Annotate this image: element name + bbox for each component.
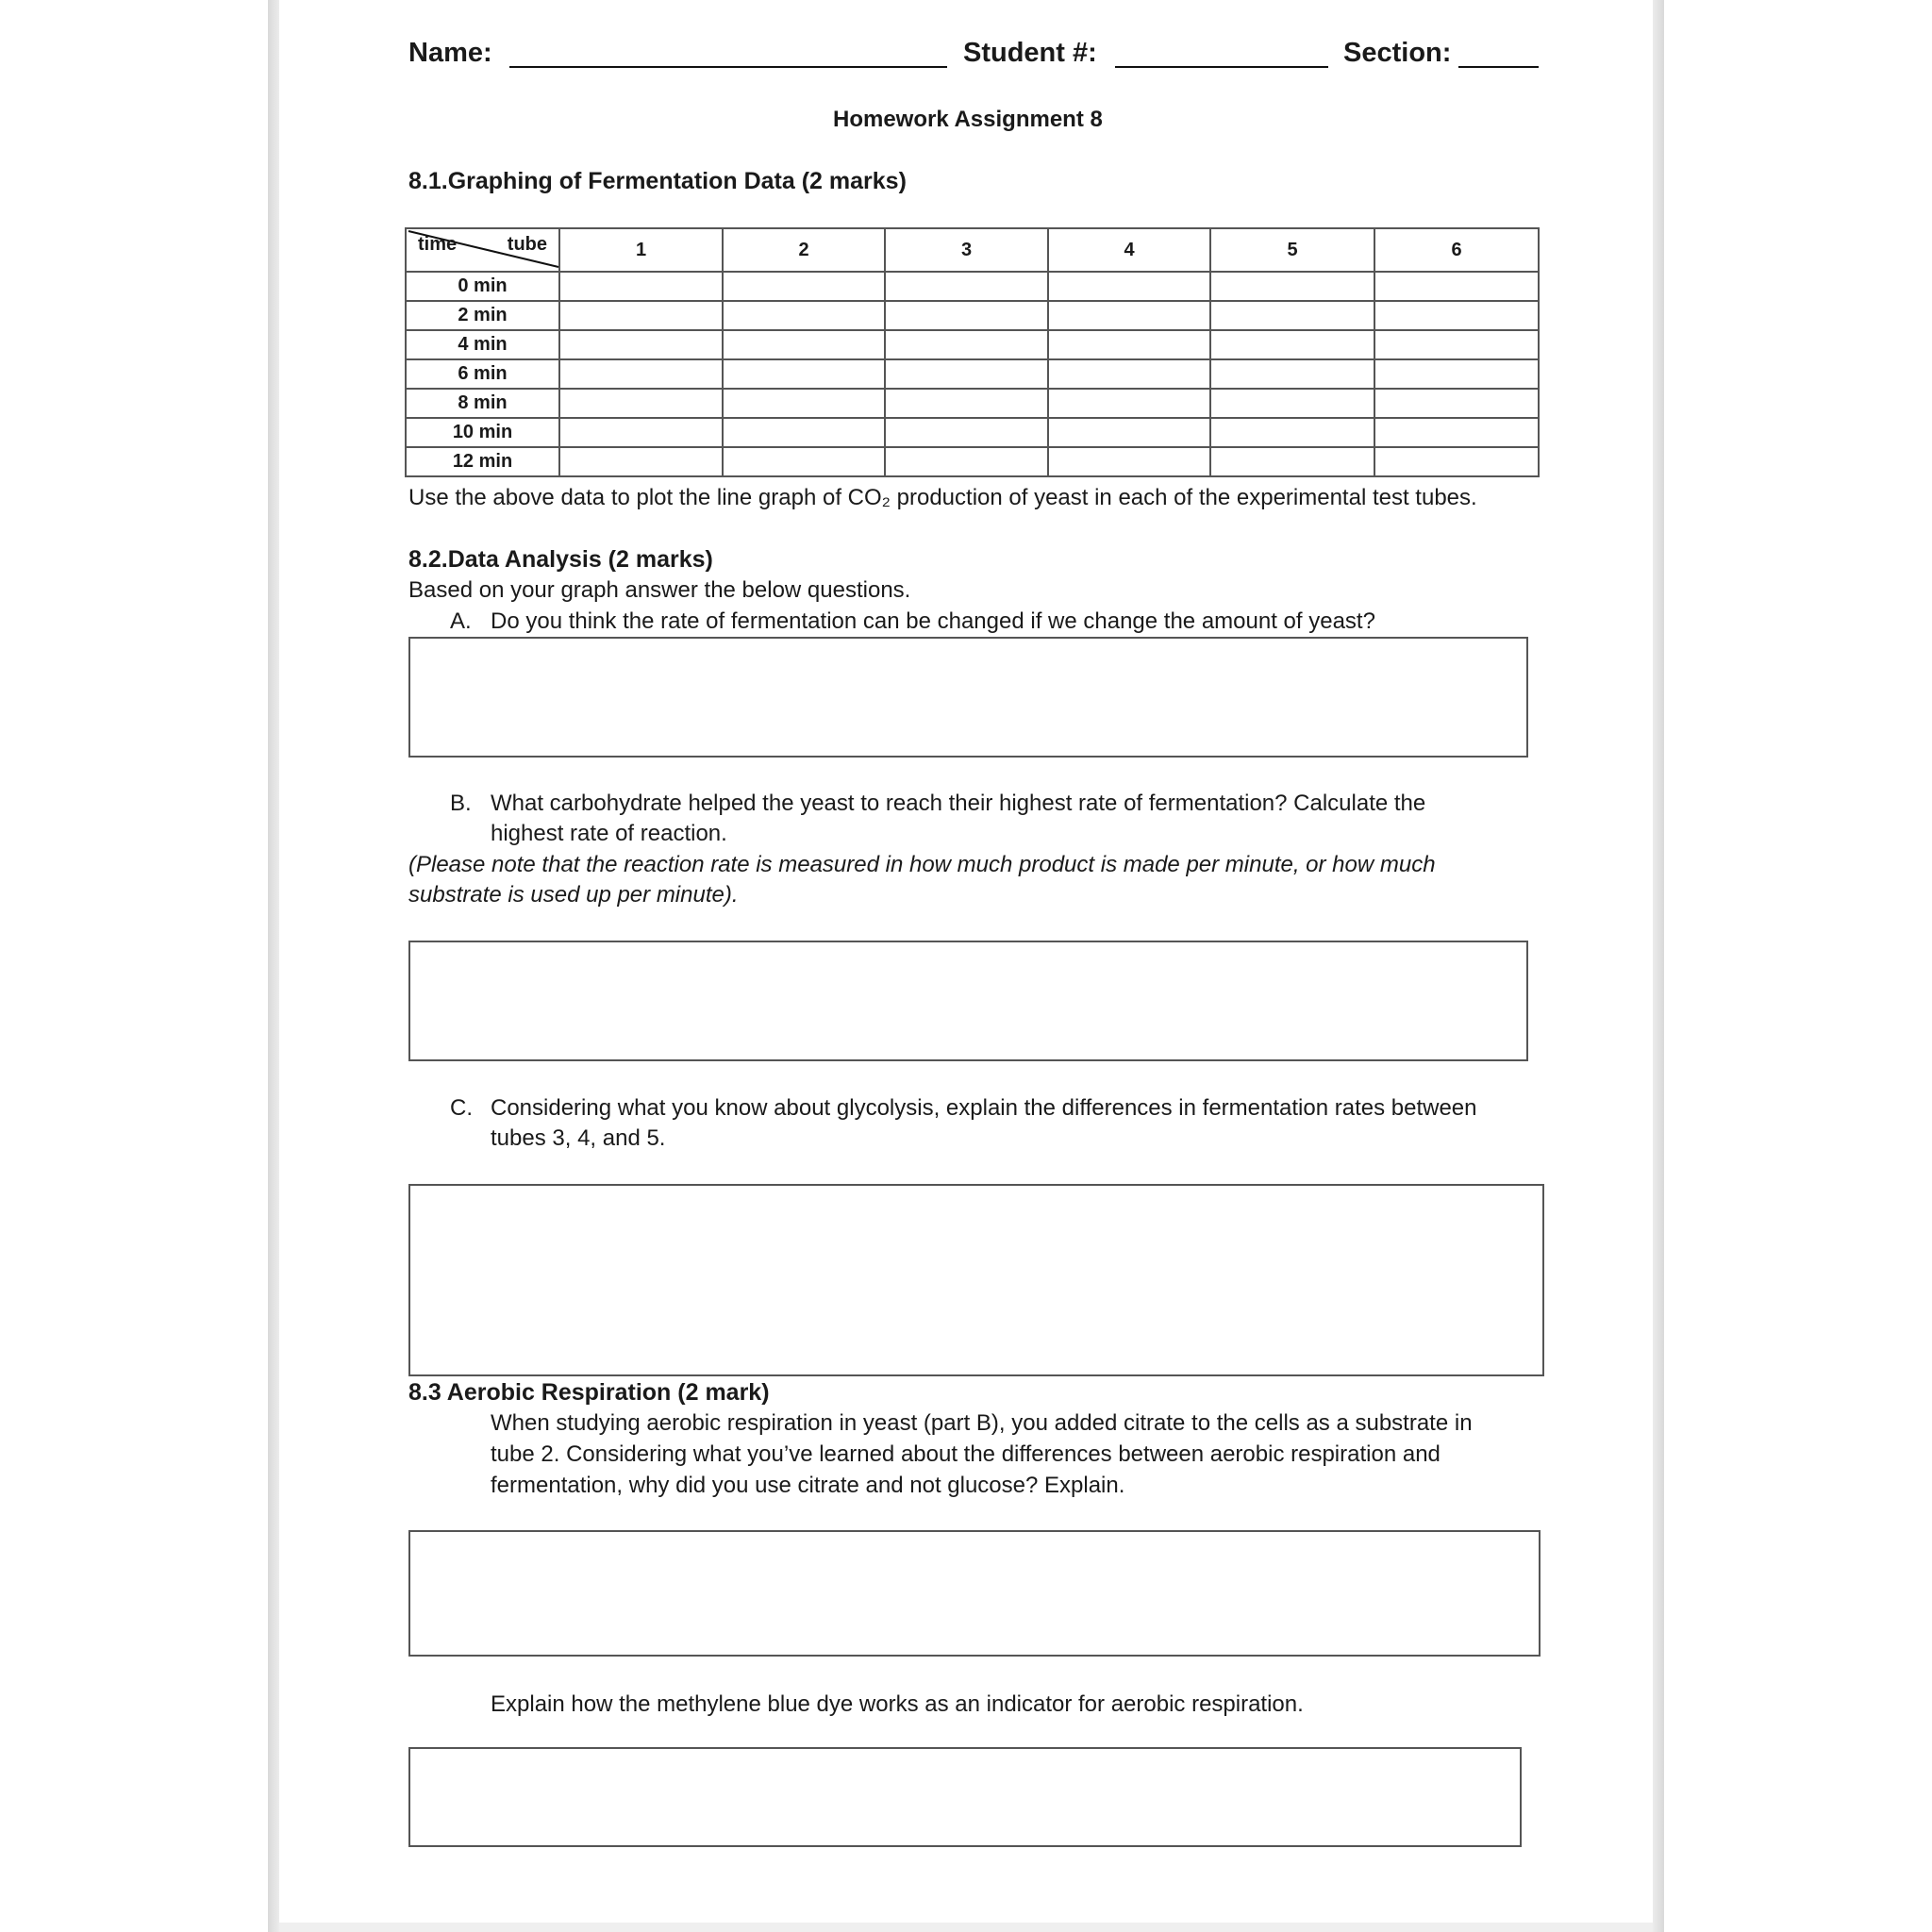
table-cell[interactable] (559, 301, 723, 330)
table-cell[interactable] (723, 418, 885, 447)
table-corner-cell (406, 228, 559, 272)
section-label: Section: (1343, 38, 1452, 68)
table-cell[interactable] (559, 272, 723, 301)
table-cell[interactable] (1374, 272, 1539, 301)
table-cell[interactable] (559, 330, 723, 359)
section-8-1-heading: 8.1.Graphing of Fermentation Data (2 marks) (408, 168, 907, 194)
answer-box-c[interactable] (408, 1184, 1544, 1376)
table-cell[interactable] (1210, 359, 1374, 389)
question-b-line-1: What carbohydrate helped the yeast to reach their highest rate of fermentation? Calculate the (491, 791, 1426, 816)
page-shadow-right (1653, 0, 1664, 1932)
table-row (406, 330, 1539, 359)
table-row (406, 418, 1539, 447)
table-cell[interactable] (1374, 447, 1539, 476)
row-header: 10 min (406, 418, 559, 447)
section-8-3-line-3: fermentation, why did you use citrate and not glucose? Explain. (491, 1473, 1125, 1498)
answer-box-a[interactable] (408, 637, 1528, 758)
table-cell[interactable] (723, 447, 885, 476)
table-cell[interactable] (885, 389, 1048, 418)
column-header: 2 (723, 228, 885, 272)
section-8-3-line-1: When studying aerobic respiration in yeast (part B), you added citrate to the cells as a substrate in (491, 1410, 1473, 1436)
row-header: 8 min (406, 389, 559, 418)
question-b-letter: B. (450, 791, 472, 816)
row-header: 12 min (406, 447, 559, 476)
table-cell[interactable] (885, 301, 1048, 330)
column-header: 6 (1374, 228, 1539, 272)
corner-time-label: time (418, 234, 458, 255)
answer-box-b[interactable] (408, 941, 1528, 1061)
table-cell[interactable] (1048, 418, 1210, 447)
table-cell[interactable] (885, 418, 1048, 447)
table-cell[interactable] (1374, 418, 1539, 447)
table-cell[interactable] (1374, 330, 1539, 359)
table-cell[interactable] (885, 359, 1048, 389)
table-cell[interactable] (559, 389, 723, 418)
table-cell[interactable] (723, 301, 885, 330)
table-cell[interactable] (723, 389, 885, 418)
row-header: 6 min (406, 359, 559, 389)
fermentation-data-table (405, 227, 1540, 477)
table-cell[interactable] (1210, 447, 1374, 476)
column-header: 3 (885, 228, 1048, 272)
table-cell[interactable] (1374, 301, 1539, 330)
student-number-label: Student #: (963, 38, 1097, 68)
table-row (406, 359, 1539, 389)
student-number-field[interactable] (1115, 66, 1328, 68)
name-label: Name: (408, 38, 492, 68)
table-cell[interactable] (559, 418, 723, 447)
rate-note-line-1: (Please note that the reaction rate is measured in how much product is made per minute, or how much (408, 852, 1436, 877)
table-row (406, 389, 1539, 418)
table-cell[interactable] (723, 330, 885, 359)
table-cell[interactable] (885, 447, 1048, 476)
table-header-row (406, 228, 1539, 272)
section-field[interactable] (1458, 66, 1539, 68)
page-title: Homework Assignment 8 (833, 107, 1103, 132)
table-row (406, 447, 1539, 476)
row-header: 2 min (406, 301, 559, 330)
name-field[interactable] (509, 66, 947, 68)
table-row (406, 272, 1539, 301)
rate-note-line-2: substrate is used up per minute). (408, 882, 739, 908)
table-cell[interactable] (1048, 447, 1210, 476)
section-8-2-intro: Based on your graph answer the below questions. (408, 577, 911, 603)
page-bottom-edge (279, 1923, 1653, 1932)
table-cell[interactable] (1048, 301, 1210, 330)
table-cell[interactable] (559, 359, 723, 389)
corner-tube-label: tube (507, 234, 547, 255)
table-cell[interactable] (1210, 389, 1374, 418)
answer-box-citrate[interactable] (408, 1530, 1541, 1657)
question-a-text: Do you think the rate of fermentation can be changed if we change the amount of yeast? (491, 608, 1375, 634)
table-cell[interactable] (723, 359, 885, 389)
column-header: 1 (559, 228, 723, 272)
row-header: 4 min (406, 330, 559, 359)
question-c-line-2: tubes 3, 4, and 5. (491, 1125, 666, 1151)
question-c-line-1: Considering what you know about glycolysis, explain the differences in fermentation rates between (491, 1095, 1477, 1121)
column-header: 4 (1048, 228, 1210, 272)
table-cell[interactable] (1374, 359, 1539, 389)
graph-instruction: Use the above data to plot the line graph of CO₂ production of yeast in each of the experimental test tubes. (408, 485, 1477, 510)
question-c-letter: C. (450, 1095, 473, 1121)
methylene-blue-question: Explain how the methylene blue dye works as an indicator for aerobic respiration. (491, 1691, 1304, 1717)
section-8-3-heading: 8.3 Aerobic Respiration (2 mark) (408, 1379, 770, 1406)
table-cell[interactable] (1048, 359, 1210, 389)
question-b-line-2: highest rate of reaction. (491, 821, 727, 846)
table-cell[interactable] (723, 272, 885, 301)
table-cell[interactable] (1048, 330, 1210, 359)
answer-box-methylene-blue[interactable] (408, 1747, 1522, 1847)
table-cell[interactable] (559, 447, 723, 476)
table-cell[interactable] (1048, 389, 1210, 418)
column-header: 5 (1210, 228, 1374, 272)
table-cell[interactable] (1048, 272, 1210, 301)
table-row (406, 301, 1539, 330)
section-8-2-heading: 8.2.Data Analysis (2 marks) (408, 546, 713, 573)
page-shadow-left (268, 0, 279, 1932)
table-cell[interactable] (1210, 272, 1374, 301)
table-cell[interactable] (1210, 330, 1374, 359)
question-a-letter: A. (450, 608, 472, 634)
table-cell[interactable] (1210, 418, 1374, 447)
table-cell[interactable] (1210, 301, 1374, 330)
table-cell[interactable] (885, 272, 1048, 301)
row-header: 0 min (406, 272, 559, 301)
section-8-3-line-2: tube 2. Considering what you’ve learned about the differences between aerobic respiration and (491, 1441, 1441, 1467)
table-cell[interactable] (1374, 389, 1539, 418)
table-cell[interactable] (885, 330, 1048, 359)
